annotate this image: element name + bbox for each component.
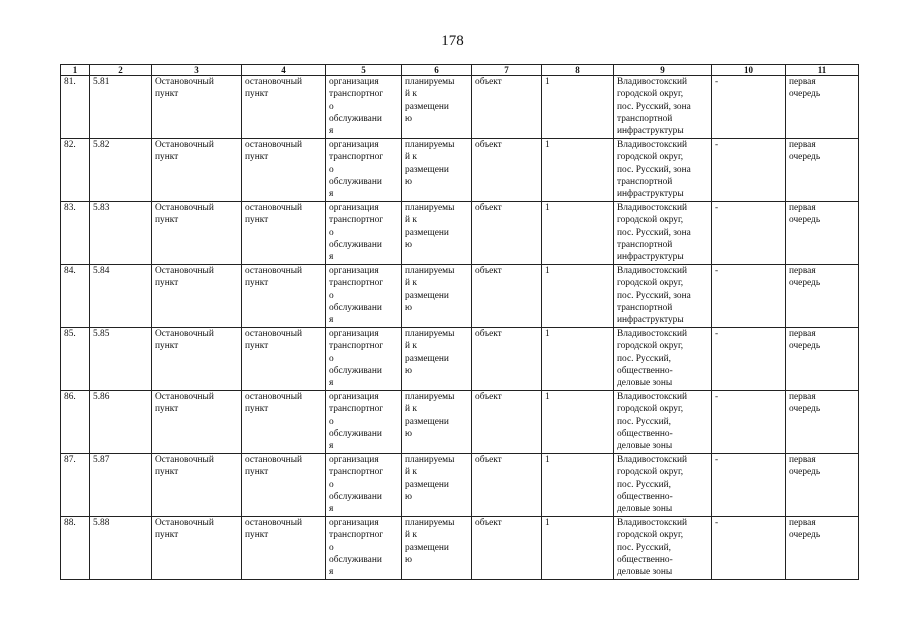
- object-kind: объект: [475, 140, 502, 150]
- object-status: планируемы й к размещени ю: [405, 266, 455, 313]
- object-kind: объект: [475, 266, 502, 276]
- object-kind: объект: [475, 518, 502, 528]
- object-code: 5.85: [93, 329, 110, 339]
- object-purpose-cell: [326, 328, 402, 391]
- object-location: Владивостокский городской округ, пос. Русский, общественно- деловые зоны: [617, 329, 688, 389]
- object-type-cell: [242, 328, 326, 391]
- object-kind-cell: [472, 454, 542, 517]
- implementation-stage: первая очередь: [789, 329, 821, 352]
- row-number: 84.: [64, 266, 76, 276]
- implementation-stage-cell: [786, 139, 859, 202]
- object-count-cell: [542, 76, 614, 139]
- object-count: 1: [545, 203, 550, 213]
- object-kind: объект: [475, 77, 502, 87]
- object-count: 1: [545, 266, 550, 276]
- row-number-cell: [61, 328, 90, 391]
- object-location-cell: [614, 139, 712, 202]
- column-10-value-cell: [712, 328, 786, 391]
- column-10-value-cell: [712, 265, 786, 328]
- implementation-stage-cell: [786, 517, 859, 580]
- column-10-value-cell: [712, 202, 786, 265]
- row-number-cell: [61, 139, 90, 202]
- object-purpose-cell: [326, 76, 402, 139]
- object-purpose: организация транспортног о обслуживани я: [329, 329, 384, 389]
- object-name-cell: [152, 328, 242, 391]
- object-kind-cell: [472, 391, 542, 454]
- table-row: [61, 265, 859, 328]
- object-type: остановочный пункт: [245, 77, 303, 100]
- object-type: остановочный пункт: [245, 140, 303, 163]
- object-status-cell: [402, 517, 472, 580]
- object-location: Владивостокский городской округ, пос. Русский, зона транспортной инфраструктуры: [617, 266, 691, 326]
- object-status: планируемы й к размещени ю: [405, 140, 455, 187]
- object-purpose: организация транспортног о обслуживани я: [329, 140, 384, 200]
- object-name-cell: [152, 76, 242, 139]
- column-header: 5: [326, 65, 402, 76]
- column-10-value: -: [715, 266, 719, 276]
- object-location-cell: [614, 202, 712, 265]
- column-header: 8: [542, 65, 614, 76]
- column-header: 10: [712, 65, 786, 76]
- object-status: планируемы й к размещени ю: [405, 203, 455, 250]
- row-number-cell: [61, 391, 90, 454]
- object-type: остановочный пункт: [245, 518, 303, 541]
- object-name: Остановочный пункт: [155, 140, 214, 163]
- object-type: остановочный пункт: [245, 455, 303, 478]
- object-kind-cell: [472, 328, 542, 391]
- object-name-cell: [152, 454, 242, 517]
- table-header-row: [61, 65, 859, 76]
- object-count-cell: [542, 139, 614, 202]
- column-10-value: -: [715, 77, 719, 87]
- column-header: 9: [614, 65, 712, 76]
- page-number: 178: [441, 33, 464, 49]
- column-10-value: -: [715, 203, 719, 213]
- table-row: [61, 328, 859, 391]
- object-purpose-cell: [326, 202, 402, 265]
- object-status-cell: [402, 265, 472, 328]
- object-count: 1: [545, 140, 550, 150]
- object-code: 5.81: [93, 77, 110, 87]
- object-status: планируемы й к размещени ю: [405, 392, 455, 439]
- object-name-cell: [152, 517, 242, 580]
- row-number: 81.: [64, 77, 76, 87]
- implementation-stage-cell: [786, 391, 859, 454]
- object-type-cell: [242, 517, 326, 580]
- object-type-cell: [242, 265, 326, 328]
- object-purpose-cell: [326, 139, 402, 202]
- object-code: 5.86: [93, 392, 110, 402]
- column-10-value-cell: [712, 391, 786, 454]
- object-location: Владивостокский городской округ, пос. Русский, общественно- деловые зоны: [617, 518, 688, 578]
- object-name: Остановочный пункт: [155, 392, 214, 415]
- object-kind: объект: [475, 455, 502, 465]
- column-header: 1: [61, 65, 90, 76]
- object-purpose-cell: [326, 391, 402, 454]
- object-kind: объект: [475, 392, 502, 402]
- row-number-cell: [61, 202, 90, 265]
- implementation-stage-cell: [786, 76, 859, 139]
- object-location-cell: [614, 76, 712, 139]
- object-name: Остановочный пункт: [155, 518, 214, 541]
- object-count: 1: [545, 392, 550, 402]
- object-purpose: организация транспортног о обслуживани я: [329, 518, 384, 578]
- object-name-cell: [152, 202, 242, 265]
- objects-table: [60, 64, 859, 580]
- object-count-cell: [542, 391, 614, 454]
- column-header: 11: [786, 65, 859, 76]
- row-number: 86.: [64, 392, 76, 402]
- object-name-cell: [152, 139, 242, 202]
- column-10-value-cell: [712, 454, 786, 517]
- object-status: планируемы й к размещени ю: [405, 518, 455, 565]
- column-10-value: -: [715, 392, 719, 402]
- object-count-cell: [542, 202, 614, 265]
- object-code: 5.84: [93, 266, 110, 276]
- object-name: Остановочный пункт: [155, 329, 214, 352]
- object-count-cell: [542, 454, 614, 517]
- object-name-cell: [152, 265, 242, 328]
- object-name: Остановочный пункт: [155, 266, 214, 289]
- object-location-cell: [614, 517, 712, 580]
- column-10-value-cell: [712, 76, 786, 139]
- object-kind: объект: [475, 203, 502, 213]
- object-code-cell: [90, 328, 152, 391]
- object-kind-cell: [472, 265, 542, 328]
- object-location: Владивостокский городской округ, пос. Русский, общественно- деловые зоны: [617, 392, 688, 452]
- object-location: Владивостокский городской округ, пос. Русский, зона транспортной инфраструктуры: [617, 77, 691, 137]
- object-count-cell: [542, 517, 614, 580]
- implementation-stage: первая очередь: [789, 266, 821, 289]
- object-code: 5.87: [93, 455, 110, 465]
- implementation-stage-cell: [786, 202, 859, 265]
- object-type-cell: [242, 454, 326, 517]
- object-status: планируемы й к размещени ю: [405, 455, 455, 502]
- column-10-value-cell: [712, 139, 786, 202]
- object-purpose: организация транспортног о обслуживани я: [329, 392, 384, 452]
- object-status: планируемы й к размещени ю: [405, 329, 455, 376]
- implementation-stage: первая очередь: [789, 392, 821, 415]
- object-code-cell: [90, 454, 152, 517]
- object-status: планируемы й к размещени ю: [405, 77, 455, 124]
- object-kind-cell: [472, 139, 542, 202]
- row-number-cell: [61, 265, 90, 328]
- row-number: 82.: [64, 140, 76, 150]
- object-location: Владивостокский городской округ, пос. Русский, зона транспортной инфраструктуры: [617, 140, 691, 200]
- object-purpose: организация транспортног о обслуживани я: [329, 203, 384, 263]
- object-kind: объект: [475, 329, 502, 339]
- row-number-cell: [61, 76, 90, 139]
- object-code-cell: [90, 202, 152, 265]
- object-status-cell: [402, 328, 472, 391]
- row-number: 87.: [64, 455, 76, 465]
- object-code-cell: [90, 265, 152, 328]
- object-status-cell: [402, 454, 472, 517]
- object-status-cell: [402, 76, 472, 139]
- object-purpose: организация транспортног о обслуживани я: [329, 455, 384, 515]
- object-type: остановочный пункт: [245, 203, 303, 226]
- object-location: Владивостокский городской округ, пос. Русский, зона транспортной инфраструктуры: [617, 203, 691, 263]
- object-purpose-cell: [326, 454, 402, 517]
- column-header: 3: [152, 65, 242, 76]
- object-status-cell: [402, 202, 472, 265]
- implementation-stage-cell: [786, 265, 859, 328]
- implementation-stage: первая очередь: [789, 203, 821, 226]
- row-number-cell: [61, 454, 90, 517]
- implementation-stage: первая очередь: [789, 455, 821, 478]
- object-purpose-cell: [326, 265, 402, 328]
- column-10-value: -: [715, 455, 719, 465]
- object-kind-cell: [472, 517, 542, 580]
- object-kind-cell: [472, 202, 542, 265]
- object-location: Владивостокский городской округ, пос. Русский, общественно- деловые зоны: [617, 455, 688, 515]
- object-type-cell: [242, 76, 326, 139]
- table-row: [61, 76, 859, 139]
- object-type-cell: [242, 391, 326, 454]
- object-count: 1: [545, 329, 550, 339]
- object-status-cell: [402, 391, 472, 454]
- row-number-cell: [61, 517, 90, 580]
- table-row: [61, 391, 859, 454]
- object-purpose-cell: [326, 517, 402, 580]
- column-10-value-cell: [712, 517, 786, 580]
- column-10-value: -: [715, 329, 719, 339]
- column-header: 2: [90, 65, 152, 76]
- table-row: [61, 454, 859, 517]
- object-count: 1: [545, 518, 550, 528]
- object-code: 5.83: [93, 203, 110, 213]
- object-count-cell: [542, 328, 614, 391]
- implementation-stage: первая очередь: [789, 77, 821, 100]
- object-name: Остановочный пункт: [155, 77, 214, 100]
- row-number: 85.: [64, 329, 76, 339]
- object-count: 1: [545, 77, 550, 87]
- implementation-stage-cell: [786, 328, 859, 391]
- row-number: 88.: [64, 518, 76, 528]
- table-row: [61, 517, 859, 580]
- object-code: 5.88: [93, 518, 110, 528]
- object-code: 5.82: [93, 140, 110, 150]
- object-kind-cell: [472, 76, 542, 139]
- column-10-value: -: [715, 140, 719, 150]
- object-name-cell: [152, 391, 242, 454]
- object-location-cell: [614, 454, 712, 517]
- implementation-stage-cell: [786, 454, 859, 517]
- implementation-stage: первая очередь: [789, 518, 821, 541]
- object-type: остановочный пункт: [245, 266, 303, 289]
- object-code-cell: [90, 391, 152, 454]
- object-status-cell: [402, 139, 472, 202]
- object-count-cell: [542, 265, 614, 328]
- object-code-cell: [90, 139, 152, 202]
- object-type: остановочный пункт: [245, 329, 303, 352]
- column-header: 6: [402, 65, 472, 76]
- column-header: 7: [472, 65, 542, 76]
- object-count: 1: [545, 455, 550, 465]
- table-row: [61, 202, 859, 265]
- implementation-stage: первая очередь: [789, 140, 821, 163]
- object-location-cell: [614, 391, 712, 454]
- table-row: [61, 139, 859, 202]
- object-name: Остановочный пункт: [155, 455, 214, 478]
- object-purpose: организация транспортног о обслуживани я: [329, 77, 384, 137]
- object-code-cell: [90, 517, 152, 580]
- row-number: 83.: [64, 203, 76, 213]
- column-header: 4: [242, 65, 326, 76]
- object-purpose: организация транспортног о обслуживани я: [329, 266, 384, 326]
- object-code-cell: [90, 76, 152, 139]
- object-location-cell: [614, 328, 712, 391]
- object-type: остановочный пункт: [245, 392, 303, 415]
- object-type-cell: [242, 202, 326, 265]
- object-name: Остановочный пункт: [155, 203, 214, 226]
- object-location-cell: [614, 265, 712, 328]
- column-10-value: -: [715, 518, 719, 528]
- object-type-cell: [242, 139, 326, 202]
